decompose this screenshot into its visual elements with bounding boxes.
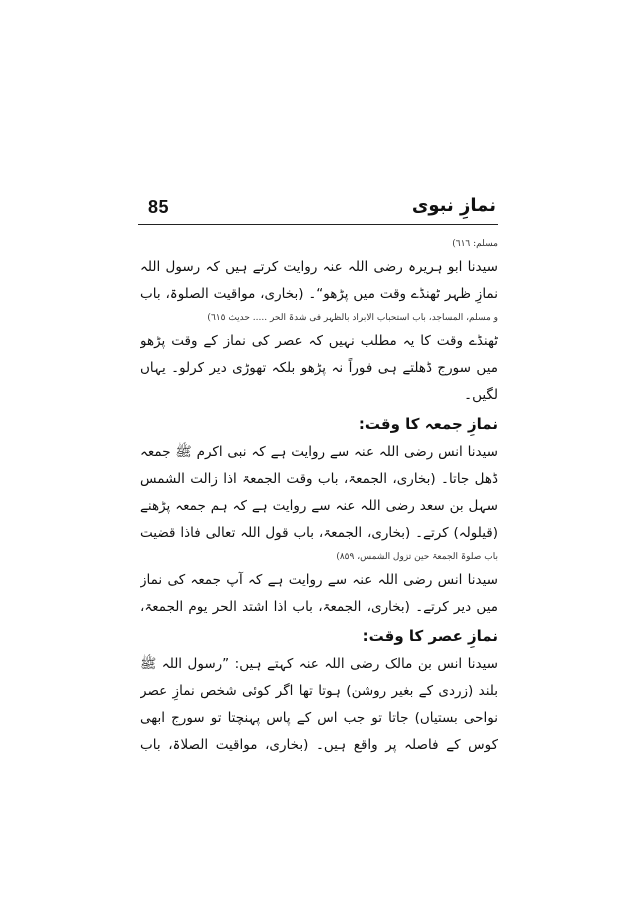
reference-line: و مسلم، المساجد، باب استحباب الابراد بالظہر فی شدۃ الحر ..... حدیث ٦١٥) <box>207 313 498 323</box>
text-line: بلند (زردی کے بغیر روشن) ہوتا تھا اگر کوئی شخص نمازِ عصر <box>140 683 498 699</box>
text-line: (قیلولہ) کرتے۔ (بخاری، الجمعۃ، باب قول اللہ تعالی فاذا قضیت <box>140 525 498 541</box>
section-heading: نمازِ جمعہ کا وقت: <box>358 415 498 433</box>
reference-line: باب صلوۃ الجمعۃ حین تزول الشمس، ٨٥٩) <box>336 552 498 562</box>
text-line: سیدنا انس رضی اللہ عنہ سے روایت ہے کہ آپ جمعہ کی نماز <box>140 572 498 588</box>
text-line: لگیں۔ <box>464 387 498 403</box>
reference-line: مسلم: ٦١٦) <box>452 239 498 249</box>
text-line: سہل بن سعد رضی اللہ عنہ سے روایت ہے کہ ہم جمعہ پڑھنے <box>140 498 498 514</box>
text-line: ڈھل جاتا۔ (بخاری، الجمعۃ، باب وقت الجمعۃ اذا زالت الشمس <box>140 471 498 487</box>
header-rule <box>138 224 498 225</box>
book-title: نمازِ نبوی <box>411 195 496 216</box>
text-line: میں دیر کرتے۔ (بخاری، الجمعۃ، باب اذا اشتد الحر یوم الجمعۃ، <box>140 599 498 615</box>
text-line: سیدنا ابو ہریرہ رضی اللہ عنہ روایت کرتے ہیں کہ رسول اللہ <box>140 259 498 275</box>
text-line: سیدنا انس رضی اللہ عنہ سے روایت ہے کہ نبی اکرم ﷺ جمعہ <box>140 444 498 460</box>
page-body <box>140 234 498 824</box>
text-line: کوس کے فاصلہ پر واقع ہیں۔ (بخاری، مواقیت الصلاۃ، باب <box>140 737 498 753</box>
text-line: میں سورج ڈھلتے ہی فوراً نہ پڑھو بلکہ تھوڑی دیر کرلو۔ یہاں <box>140 360 498 376</box>
text-line: سیدنا انس بن مالک رضی اللہ عنہ کہتے ہیں: ”رسول اللہ ﷺ <box>140 656 498 672</box>
section-heading: نمازِ عصر کا وقت: <box>362 627 498 645</box>
page-header <box>138 193 498 225</box>
text-line: نواحی بستیاں) جاتا تو جب اس کے پاس پہنچتا تو سورج ابھی <box>140 710 498 726</box>
text-line: ٹھنڈے وقت کا یہ مطلب نہیں کہ عصر کی نماز کے وقت پڑھو <box>140 333 498 349</box>
page-number: 85 <box>148 197 170 217</box>
text-line: نمازِ ظہر ٹھنڈے وقت میں پڑھو“۔ (بخاری، مواقیت الصلوۃ، باب <box>140 286 498 302</box>
